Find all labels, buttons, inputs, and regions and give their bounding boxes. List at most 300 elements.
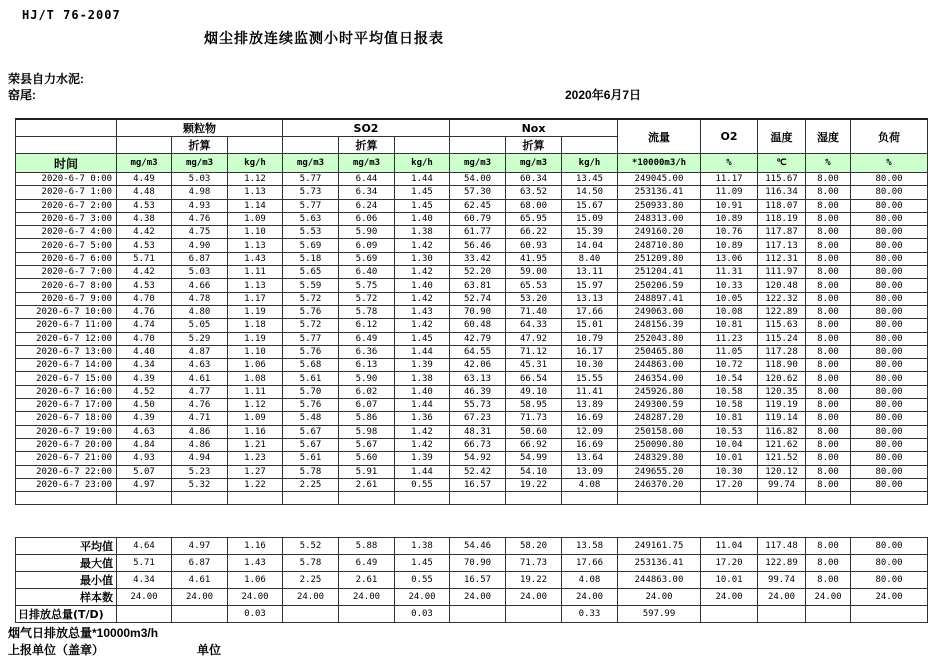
value-cell: 1.39 [395, 359, 450, 372]
value-cell: 1.21 [228, 438, 283, 451]
value-cell: 122.89 [758, 555, 806, 572]
value-cell: 16.69 [562, 412, 618, 425]
value-cell [172, 606, 228, 623]
value-cell: 15.55 [562, 372, 618, 385]
value-cell: 4.64 [117, 538, 172, 555]
summary-rows [16, 538, 928, 623]
value-cell: 8.00 [806, 438, 851, 451]
header-group-row [16, 119, 928, 137]
value-cell: 52.20 [450, 266, 506, 279]
value-cell: 58.95 [506, 399, 562, 412]
value-cell: 4.49 [117, 173, 172, 186]
value-cell: 54.10 [506, 465, 562, 478]
empty-cell [339, 492, 395, 505]
value-cell: 5.61 [283, 452, 339, 465]
value-cell: 4.97 [117, 478, 172, 491]
value-cell: 80.00 [851, 572, 928, 589]
value-cell: 4.76 [172, 212, 228, 225]
value-cell: 4.39 [117, 372, 172, 385]
value-cell: 10.30 [701, 465, 758, 478]
value-cell: 5.90 [339, 372, 395, 385]
col-header-o2: O2 [701, 119, 758, 154]
value-cell: 5.70 [283, 385, 339, 398]
value-cell: 5.77 [283, 332, 339, 345]
value-cell: 4.63 [172, 359, 228, 372]
value-cell: 253136.41 [618, 186, 701, 199]
value-cell: 16.57 [450, 478, 506, 491]
value-cell: 1.13 [228, 279, 283, 292]
value-cell: 8.00 [806, 465, 851, 478]
time-cell: 2020-6-7 1:00 [16, 186, 117, 199]
value-cell: 4.38 [117, 212, 172, 225]
value-cell: 54.46 [450, 538, 506, 555]
value-cell: 10.76 [701, 226, 758, 239]
value-cell: 6.09 [339, 239, 395, 252]
empty-cell [450, 492, 506, 505]
unit-cell: mg/m3 [172, 154, 228, 173]
empty-cell [395, 137, 450, 154]
value-cell [851, 606, 928, 623]
value-cell: 1.42 [395, 425, 450, 438]
empty-cell [172, 492, 228, 505]
value-cell: 1.27 [228, 465, 283, 478]
value-cell: 5.72 [339, 292, 395, 305]
summary-label: 最小值 [16, 572, 117, 589]
time-cell: 2020-6-7 17:00 [16, 399, 117, 412]
value-cell: 17.20 [701, 478, 758, 491]
value-cell: 80.00 [851, 538, 928, 555]
value-cell: 118.19 [758, 212, 806, 225]
value-cell: 24.00 [117, 589, 172, 606]
empty-cell [562, 492, 618, 505]
value-cell: 80.00 [851, 252, 928, 265]
value-cell: 4.97 [172, 538, 228, 555]
time-cell: 2020-6-7 14:00 [16, 359, 117, 372]
value-cell: 70.90 [450, 555, 506, 572]
value-cell: 5.77 [283, 173, 339, 186]
value-cell: 80.00 [851, 385, 928, 398]
value-cell: 249655.20 [618, 465, 701, 478]
value-cell: 63.13 [450, 372, 506, 385]
value-cell: 10.30 [562, 359, 618, 372]
value-cell: 65.95 [506, 212, 562, 225]
value-cell: 118.07 [758, 199, 806, 212]
value-cell: 63.81 [450, 279, 506, 292]
value-cell: 8.00 [806, 266, 851, 279]
value-cell: 24.00 [506, 589, 562, 606]
value-cell: 71.73 [506, 412, 562, 425]
value-cell: 4.98 [172, 186, 228, 199]
value-cell: 66.54 [506, 372, 562, 385]
value-cell: 4.70 [117, 292, 172, 305]
value-cell: 8.00 [806, 212, 851, 225]
value-cell: 4.94 [172, 452, 228, 465]
value-cell: 4.61 [172, 372, 228, 385]
value-cell: 118.90 [758, 359, 806, 372]
value-cell: 80.00 [851, 345, 928, 358]
time-cell: 2020-6-7 7:00 [16, 266, 117, 279]
time-cell: 2020-6-7 4:00 [16, 226, 117, 239]
value-cell: 1.09 [228, 412, 283, 425]
value-cell: 80.00 [851, 266, 928, 279]
value-cell: 4.63 [117, 425, 172, 438]
value-cell: 2.25 [283, 572, 339, 589]
value-cell: 1.40 [395, 212, 450, 225]
value-cell: 1.09 [228, 212, 283, 225]
value-cell: 1.19 [228, 332, 283, 345]
value-cell: 250465.80 [618, 345, 701, 358]
value-cell: 2.61 [339, 478, 395, 491]
value-cell: 4.34 [117, 359, 172, 372]
time-cell: 2020-6-7 3:00 [16, 212, 117, 225]
value-cell: 71.12 [506, 345, 562, 358]
value-cell: 50.60 [506, 425, 562, 438]
value-cell: 4.78 [172, 292, 228, 305]
value-cell: 249161.75 [618, 538, 701, 555]
value-cell: 8.00 [806, 555, 851, 572]
value-cell: 58.20 [506, 538, 562, 555]
unit-cell: mg/m3 [506, 154, 562, 173]
empty-cell [117, 137, 172, 154]
value-cell: 121.62 [758, 438, 806, 451]
unit-cell: kg/h [395, 154, 450, 173]
value-cell: 1.38 [395, 538, 450, 555]
spacer-row [16, 492, 928, 505]
value-cell: 10.79 [562, 332, 618, 345]
value-cell: 13.06 [701, 252, 758, 265]
empty-cell [16, 119, 117, 137]
value-cell: 249063.00 [618, 305, 701, 318]
value-cell: 11.41 [562, 385, 618, 398]
table-row [16, 199, 928, 212]
value-cell: 1.13 [228, 239, 283, 252]
unit-label: 单位 [197, 643, 222, 657]
value-cell: 11.09 [701, 186, 758, 199]
value-cell: 4.53 [117, 239, 172, 252]
time-cell: 2020-6-7 2:00 [16, 199, 117, 212]
value-cell: 1.23 [228, 452, 283, 465]
value-cell: 1.42 [395, 239, 450, 252]
value-cell: 24.00 [228, 589, 283, 606]
value-cell: 13.64 [562, 452, 618, 465]
value-cell: 80.00 [851, 465, 928, 478]
value-cell: 54.00 [450, 173, 506, 186]
unit-cell: kg/h [562, 154, 618, 173]
table-row [16, 359, 928, 372]
value-cell: 8.00 [806, 226, 851, 239]
value-cell: 4.53 [117, 199, 172, 212]
value-cell: 244863.00 [618, 359, 701, 372]
value-cell: 80.00 [851, 452, 928, 465]
value-cell: 62.45 [450, 199, 506, 212]
value-cell: 5.98 [339, 425, 395, 438]
value-cell: 112.31 [758, 252, 806, 265]
value-cell: 246354.00 [618, 372, 701, 385]
col-header-flow: 流量 [618, 119, 701, 154]
time-cell: 2020-6-7 6:00 [16, 252, 117, 265]
value-cell: 6.13 [339, 359, 395, 372]
value-cell: 248313.00 [618, 212, 701, 225]
value-cell: 5.76 [283, 305, 339, 318]
summary-label: 日排放总量(T/D) [16, 606, 117, 623]
value-cell: 116.34 [758, 186, 806, 199]
time-cell: 2020-6-7 19:00 [16, 425, 117, 438]
value-cell: 10.58 [701, 399, 758, 412]
group-header-so2: SO2 [283, 119, 450, 137]
value-cell: 6.87 [172, 555, 228, 572]
value-cell: 19.22 [506, 478, 562, 491]
value-cell: 80.00 [851, 425, 928, 438]
value-cell: 99.74 [758, 572, 806, 589]
value-cell: 1.40 [395, 279, 450, 292]
value-cell: 4.74 [117, 319, 172, 332]
value-cell: 117.28 [758, 345, 806, 358]
value-cell: 24.00 [450, 589, 506, 606]
value-cell: 1.45 [395, 186, 450, 199]
value-cell: 4.34 [117, 572, 172, 589]
value-cell: 59.00 [506, 266, 562, 279]
value-cell: 4.48 [117, 186, 172, 199]
empty-cell [16, 492, 117, 505]
value-cell: 10.53 [701, 425, 758, 438]
value-cell: 0.03 [228, 606, 283, 623]
value-cell: 65.53 [506, 279, 562, 292]
value-cell: 4.50 [117, 399, 172, 412]
value-cell: 119.19 [758, 399, 806, 412]
value-cell: 80.00 [851, 279, 928, 292]
value-cell: 1.08 [228, 372, 283, 385]
value-cell: 10.01 [701, 452, 758, 465]
value-cell: 4.84 [117, 438, 172, 451]
value-cell: 64.33 [506, 319, 562, 332]
value-cell: 115.67 [758, 173, 806, 186]
value-cell [450, 606, 506, 623]
value-cell: 63.52 [506, 186, 562, 199]
summary-row [16, 555, 928, 572]
value-cell: 24.00 [806, 589, 851, 606]
value-cell: 1.42 [395, 292, 450, 305]
value-cell: 0.55 [395, 478, 450, 491]
empty-cell [228, 137, 283, 154]
value-cell: 56.46 [450, 239, 506, 252]
value-cell: 4.93 [172, 199, 228, 212]
standard-code: HJ/T 76-2007 [22, 8, 121, 22]
time-cell: 2020-6-7 13:00 [16, 345, 117, 358]
value-cell: 1.42 [395, 438, 450, 451]
value-cell: 5.86 [339, 412, 395, 425]
value-cell: 24.00 [851, 589, 928, 606]
empty-cell [395, 492, 450, 505]
value-cell: 1.43 [228, 252, 283, 265]
reporting-unit-label: 上报单位（盖章） [8, 643, 105, 657]
value-cell: 10.91 [701, 199, 758, 212]
value-cell: 16.17 [562, 345, 618, 358]
value-cell: 5.69 [339, 252, 395, 265]
value-cell: 1.06 [228, 359, 283, 372]
value-cell: 5.78 [283, 465, 339, 478]
value-cell: 60.93 [506, 239, 562, 252]
value-cell: 5.72 [283, 319, 339, 332]
subheader-so2-converted: 折算 [339, 137, 395, 154]
value-cell: 6.34 [339, 186, 395, 199]
empty-cell [806, 492, 851, 505]
value-cell: 120.12 [758, 465, 806, 478]
value-cell: 80.00 [851, 399, 928, 412]
value-cell: 47.92 [506, 332, 562, 345]
value-cell: 121.52 [758, 452, 806, 465]
value-cell: 66.92 [506, 438, 562, 451]
value-cell: 8.00 [806, 173, 851, 186]
value-cell: 8.00 [806, 452, 851, 465]
value-cell: 1.13 [228, 186, 283, 199]
value-cell: 8.00 [806, 305, 851, 318]
value-cell: 61.77 [450, 226, 506, 239]
value-cell: 11.17 [701, 173, 758, 186]
value-cell: 4.77 [172, 385, 228, 398]
value-cell: 11.31 [701, 266, 758, 279]
value-cell: 1.11 [228, 385, 283, 398]
value-cell: 1.45 [395, 332, 450, 345]
table-row [16, 332, 928, 345]
value-cell: 4.52 [117, 385, 172, 398]
value-cell: 8.00 [806, 345, 851, 358]
col-header-load: 负荷 [851, 119, 928, 154]
value-cell: 13.13 [562, 292, 618, 305]
value-cell: 5.03 [172, 173, 228, 186]
table-row [16, 226, 928, 239]
value-cell: 1.39 [395, 452, 450, 465]
value-cell: 1.12 [228, 399, 283, 412]
unit-cell: mg/m3 [283, 154, 339, 173]
value-cell: 250206.59 [618, 279, 701, 292]
hourly-data-table [15, 118, 928, 505]
value-cell: 80.00 [851, 292, 928, 305]
summary-label: 样本数 [16, 589, 117, 606]
value-cell: 52.42 [450, 465, 506, 478]
value-cell: 8.00 [806, 399, 851, 412]
value-cell: 17.66 [562, 555, 618, 572]
value-cell: 71.73 [506, 555, 562, 572]
value-cell: 122.32 [758, 292, 806, 305]
value-cell [117, 606, 172, 623]
value-cell: 41.95 [506, 252, 562, 265]
value-cell: 17.66 [562, 305, 618, 318]
value-cell: 8.00 [806, 359, 851, 372]
value-cell: 10.81 [701, 319, 758, 332]
time-cell: 2020-6-7 9:00 [16, 292, 117, 305]
value-cell: 1.44 [395, 399, 450, 412]
value-cell: 117.13 [758, 239, 806, 252]
value-cell: 1.22 [228, 478, 283, 491]
time-cell: 2020-6-7 18:00 [16, 412, 117, 425]
value-cell: 117.87 [758, 226, 806, 239]
value-cell: 5.68 [283, 359, 339, 372]
value-cell: 5.75 [339, 279, 395, 292]
value-cell: 250158.00 [618, 425, 701, 438]
value-cell: 251204.41 [618, 266, 701, 279]
summary-row [16, 606, 928, 623]
table-row [16, 399, 928, 412]
value-cell: 4.93 [117, 452, 172, 465]
group-header-nox: Nox [450, 119, 618, 137]
value-cell: 1.45 [395, 199, 450, 212]
value-cell: 57.30 [450, 186, 506, 199]
value-cell: 250090.80 [618, 438, 701, 451]
unit-cell: % [851, 154, 928, 173]
value-cell: 244863.00 [618, 572, 701, 589]
value-cell: 1.12 [228, 173, 283, 186]
value-cell: 4.90 [172, 239, 228, 252]
value-cell: 122.89 [758, 305, 806, 318]
value-cell: 13.45 [562, 173, 618, 186]
value-cell: 1.10 [228, 226, 283, 239]
table-row [16, 305, 928, 318]
value-cell: 5.77 [283, 199, 339, 212]
value-cell: 6.12 [339, 319, 395, 332]
time-cell: 2020-6-7 5:00 [16, 239, 117, 252]
value-cell: 80.00 [851, 212, 928, 225]
empty-cell [16, 137, 117, 154]
value-cell: 8.40 [562, 252, 618, 265]
time-cell: 2020-6-7 22:00 [16, 465, 117, 478]
value-cell: 13.58 [562, 538, 618, 555]
value-cell: 24.00 [758, 589, 806, 606]
value-cell: 15.39 [562, 226, 618, 239]
table-row [16, 465, 928, 478]
value-cell: 80.00 [851, 199, 928, 212]
value-cell: 6.07 [339, 399, 395, 412]
time-cell: 2020-6-7 16:00 [16, 385, 117, 398]
value-cell: 248156.39 [618, 319, 701, 332]
col-header-humidity: 湿度 [806, 119, 851, 154]
value-cell [701, 606, 758, 623]
value-cell: 5.88 [339, 538, 395, 555]
value-cell: 1.06 [228, 572, 283, 589]
unit-cell: % [806, 154, 851, 173]
value-cell: 66.22 [506, 226, 562, 239]
report-date: 2020年6月7日 [565, 88, 642, 102]
value-cell: 8.00 [806, 385, 851, 398]
value-cell: 4.76 [117, 305, 172, 318]
table-row [16, 372, 928, 385]
table-row [16, 319, 928, 332]
value-cell: 15.09 [562, 212, 618, 225]
value-cell: 249160.20 [618, 226, 701, 239]
value-cell: 11.05 [701, 345, 758, 358]
table-row [16, 438, 928, 451]
value-cell: 8.00 [806, 279, 851, 292]
value-cell: 53.20 [506, 292, 562, 305]
value-cell: 15.67 [562, 199, 618, 212]
table-row [16, 279, 928, 292]
value-cell: 5.91 [339, 465, 395, 478]
value-cell: 8.00 [806, 478, 851, 491]
subheader-nox-converted: 折算 [506, 137, 562, 154]
time-cell: 2020-6-7 0:00 [16, 173, 117, 186]
value-cell: 249300.59 [618, 399, 701, 412]
unit-cell: mg/m3 [450, 154, 506, 173]
value-cell: 80.00 [851, 319, 928, 332]
value-cell: 5.63 [283, 212, 339, 225]
value-cell: 80.00 [851, 173, 928, 186]
time-cell: 2020-6-7 8:00 [16, 279, 117, 292]
value-cell: 4.61 [172, 572, 228, 589]
value-cell: 120.62 [758, 372, 806, 385]
value-cell: 10.72 [701, 359, 758, 372]
value-cell: 80.00 [851, 226, 928, 239]
value-cell: 10.05 [701, 292, 758, 305]
value-cell: 1.45 [395, 555, 450, 572]
